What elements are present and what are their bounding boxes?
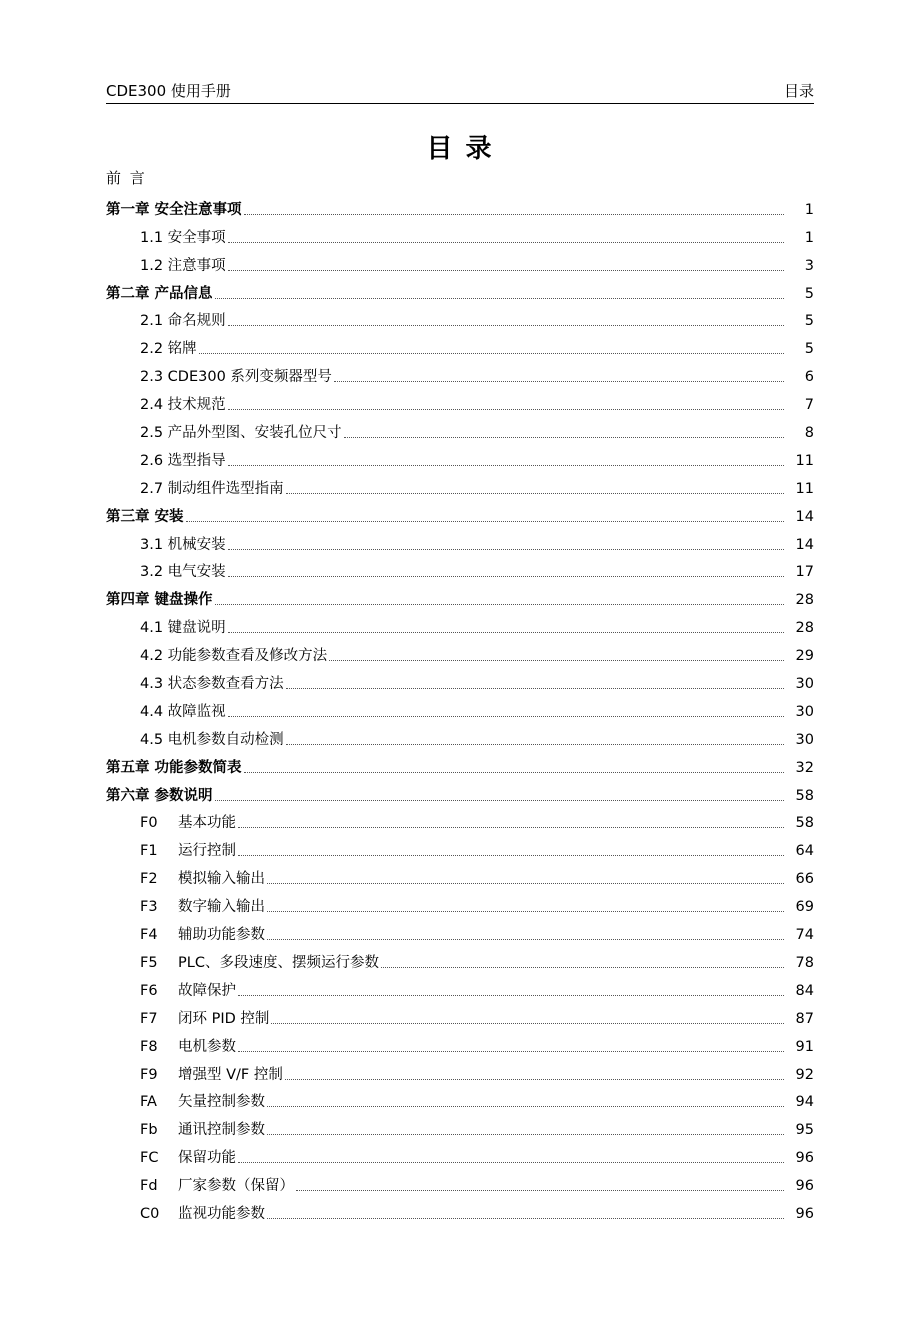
toc-section-entry[interactable]	[106, 973, 814, 1001]
toc-entry-title: PLC、多段速度、摆频运行参数	[178, 954, 379, 971]
toc-section-entry[interactable]	[106, 220, 814, 248]
toc-dot-leader	[215, 298, 784, 299]
toc-entry-code: F0	[140, 815, 158, 832]
toc-dot-leader	[244, 772, 784, 773]
toc-entry-label: 2.7 制动组件选型指南	[140, 480, 284, 497]
toc-entry-title: 故障保护	[178, 982, 236, 999]
toc-entry-label	[140, 1204, 265, 1224]
toc-page-number: 74	[795, 927, 814, 944]
toc-entry-label: 4.3 状态参数查看方法	[140, 676, 284, 693]
toc-section-entry[interactable]	[106, 1112, 814, 1140]
toc-entry-label: 4.5 电机参数自动检测	[140, 731, 284, 748]
toc-page-number: 66	[795, 871, 814, 888]
toc-entry-label: 4.2 功能参数查看及修改方法	[140, 648, 328, 665]
toc-entry-label	[140, 981, 236, 1001]
toc-chapter-entry[interactable]	[106, 582, 814, 610]
toc-section-entry[interactable]	[106, 555, 814, 583]
toc-page-number: 17	[795, 564, 814, 581]
toc-entry-code: F7	[140, 1010, 158, 1027]
toc-entry-label	[140, 1092, 265, 1112]
toc-entry-code: F2	[140, 871, 158, 888]
toc-section-entry[interactable]	[106, 638, 814, 666]
toc-chapter-entry[interactable]	[106, 192, 814, 220]
toc-entry-title: 增强型 V/F 控制	[178, 1066, 283, 1083]
toc-page-number: 78	[795, 954, 814, 971]
toc-page-number: 95	[795, 1122, 814, 1139]
toc-entry-label: 2.1 命名规则	[140, 313, 226, 330]
toc-entry-code: F8	[140, 1038, 158, 1055]
toc-preface: 前 言	[106, 169, 147, 187]
toc-entry-code: FC	[140, 1150, 159, 1167]
toc-chapter-entry[interactable]	[106, 276, 814, 304]
toc-entry-label: 第一章 安全注意事项	[106, 201, 242, 218]
toc-dot-leader	[228, 465, 784, 466]
toc-entry-label	[140, 953, 379, 973]
toc-section-entry[interactable]	[106, 331, 814, 359]
toc-dot-leader	[267, 1134, 784, 1135]
toc-entry-code: F9	[140, 1066, 158, 1083]
toc-page-number: 7	[804, 397, 814, 414]
toc-dot-leader	[228, 242, 784, 243]
toc-page-number: 69	[795, 899, 814, 916]
toc-section-entry[interactable]	[106, 1085, 814, 1113]
toc-entry-title: 监视功能参数	[178, 1205, 265, 1222]
toc-section-entry[interactable]	[106, 806, 814, 834]
toc-entry-title: 厂家参数（保留）	[178, 1178, 294, 1195]
toc-section-entry[interactable]	[106, 248, 814, 276]
toc-entry-label: 第五章 功能参数简表	[106, 759, 242, 776]
toc-page-number: 5	[804, 341, 814, 358]
toc-page-number: 87	[795, 1010, 814, 1027]
toc-entry-label: 1.1 安全事项	[140, 229, 226, 246]
header-manual-title: CDE300 使用手册	[106, 82, 231, 100]
toc-section-entry[interactable]	[106, 443, 814, 471]
toc-entry-title: 基本功能	[178, 815, 236, 832]
toc-section-entry[interactable]	[106, 1168, 814, 1196]
toc-entry-label	[140, 1176, 294, 1196]
toc-dot-leader	[238, 1162, 784, 1163]
toc-page-number: 28	[795, 620, 814, 637]
toc-page-number: 3	[804, 257, 814, 274]
toc-section-entry[interactable]	[106, 945, 814, 973]
toc-entry-label	[140, 925, 265, 945]
toc-entry-label	[140, 813, 236, 833]
toc-page-number: 8	[804, 425, 814, 442]
toc-section-entry[interactable]	[106, 304, 814, 332]
toc-page-number: 5	[804, 285, 814, 302]
toc-entry-label: 第六章 参数说明	[106, 787, 213, 804]
toc-section-entry[interactable]	[106, 471, 814, 499]
toc-entry-title: 辅助功能参数	[178, 927, 265, 944]
toc-dot-leader	[238, 1051, 784, 1052]
toc-dot-leader	[267, 1106, 784, 1107]
toc-entry-label: 3.2 电气安装	[140, 564, 226, 581]
toc-entry-label	[140, 1037, 236, 1057]
toc-dot-leader	[228, 632, 784, 633]
toc-dot-leader	[238, 855, 784, 856]
toc-entry-code: FA	[140, 1094, 157, 1111]
toc-page-number: 14	[795, 508, 814, 525]
toc-entry-label	[140, 1065, 283, 1085]
toc-entry-label: 第三章 安装	[106, 508, 184, 525]
toc-dot-leader	[228, 325, 784, 326]
toc-page-number: 58	[795, 815, 814, 832]
toc-dot-leader	[244, 214, 784, 215]
toc-page-number: 5	[804, 313, 814, 330]
toc-entry-label: 2.6 选型指导	[140, 452, 226, 469]
toc-section-entry[interactable]	[106, 833, 814, 861]
toc-entry-title: 模拟输入输出	[178, 871, 265, 888]
toc-page-number: 96	[795, 1205, 814, 1222]
toc-entry-label	[140, 1120, 265, 1140]
toc-dot-leader	[334, 381, 784, 382]
toc-dot-leader	[267, 939, 784, 940]
toc-page-number: 1	[804, 229, 814, 246]
toc-dot-leader	[286, 688, 784, 689]
toc-chapter-entry[interactable]	[106, 499, 814, 527]
toc-dot-leader	[267, 911, 784, 912]
toc-dot-leader	[286, 493, 784, 494]
toc-chapter-entry[interactable]	[106, 778, 814, 806]
toc-page-number: 64	[795, 843, 814, 860]
toc-page-number: 30	[795, 731, 814, 748]
toc-page-number: 91	[795, 1038, 814, 1055]
page-title: 目 录	[426, 134, 494, 164]
toc-entry-code: Fd	[140, 1178, 158, 1195]
toc-entry-label: 4.1 键盘说明	[140, 620, 226, 637]
toc-dot-leader	[381, 967, 784, 968]
toc-page-number: 84	[795, 982, 814, 999]
toc-dot-leader	[228, 270, 784, 271]
toc-dot-leader	[228, 409, 784, 410]
toc-page-number: 58	[795, 787, 814, 804]
toc-entry-title: 矢量控制参数	[178, 1094, 265, 1111]
toc-section-entry[interactable]	[106, 861, 814, 889]
toc-dot-leader	[215, 604, 784, 605]
toc-dot-leader	[238, 827, 784, 828]
toc-entry-label: 2.3 CDE300 系列变频器型号	[140, 369, 332, 386]
toc-page-number: 11	[795, 480, 814, 497]
toc-entry-code: Fb	[140, 1122, 158, 1139]
toc-dot-leader	[271, 1023, 784, 1024]
toc-dot-leader	[215, 800, 784, 801]
toc-entry-label	[140, 1009, 269, 1029]
toc-section-entry[interactable]	[106, 527, 814, 555]
toc-section-entry[interactable]	[106, 359, 814, 387]
toc-dot-leader	[228, 576, 784, 577]
toc-entry-title: 运行控制	[178, 843, 236, 860]
toc-chapter-entry[interactable]	[106, 750, 814, 778]
toc-entry-code: F4	[140, 927, 158, 944]
toc-dot-leader	[296, 1190, 784, 1191]
toc-dot-leader	[186, 521, 784, 522]
toc-section-entry[interactable]	[106, 387, 814, 415]
toc-entry-title: 电机参数	[178, 1038, 236, 1055]
toc-entry-label: 1.2 注意事项	[140, 257, 226, 274]
toc-page-number: 30	[795, 676, 814, 693]
toc-section-entry[interactable]	[106, 694, 814, 722]
toc-entry-label: 3.1 机械安装	[140, 536, 226, 553]
toc-page-number: 29	[795, 648, 814, 665]
toc-section-entry[interactable]	[106, 1196, 814, 1224]
page-header	[106, 78, 814, 104]
toc-entry-code: F5	[140, 954, 158, 971]
toc-entry-label	[140, 869, 265, 889]
toc-page-number: 94	[795, 1094, 814, 1111]
toc-entry-code: F3	[140, 899, 158, 916]
toc-entry-code: F6	[140, 982, 158, 999]
toc-entry-code: F1	[140, 843, 158, 860]
toc-page-number: 28	[795, 592, 814, 609]
toc-entry-label: 2.2 铭牌	[140, 341, 197, 358]
toc-dot-leader	[228, 549, 784, 550]
toc-section-entry[interactable]	[106, 415, 814, 443]
toc-section-entry[interactable]	[106, 666, 814, 694]
toc-dot-leader	[199, 353, 784, 354]
toc-dot-leader	[286, 744, 784, 745]
toc-entry-label	[140, 897, 265, 917]
toc-section-entry[interactable]	[106, 1057, 814, 1085]
toc-page-number: 11	[795, 452, 814, 469]
toc-entry-title: 闭环 PID 控制	[178, 1010, 270, 1027]
toc-section-entry[interactable]	[106, 917, 814, 945]
toc-entry-label	[140, 1148, 236, 1168]
toc-section-entry[interactable]	[106, 610, 814, 638]
toc-entry-label	[140, 841, 236, 861]
toc-section-entry[interactable]	[106, 889, 814, 917]
toc-dot-leader	[238, 995, 784, 996]
toc-section-entry[interactable]	[106, 722, 814, 750]
toc-dot-leader	[267, 883, 784, 884]
toc-page-number: 14	[795, 536, 814, 553]
toc-entry-title: 通讯控制参数	[178, 1122, 265, 1139]
toc-dot-leader	[344, 437, 784, 438]
toc-entry-code: C0	[140, 1205, 160, 1222]
toc-page-number: 6	[804, 369, 814, 386]
toc-dot-leader	[285, 1079, 784, 1080]
toc-entry-label: 4.4 故障监视	[140, 703, 226, 720]
toc-page-number: 96	[795, 1150, 814, 1167]
toc-page-number: 1	[804, 201, 814, 218]
toc-dot-leader	[228, 716, 784, 717]
toc-section-entry[interactable]	[106, 1140, 814, 1168]
header-section-name: 目录	[783, 82, 814, 100]
toc-page-number: 96	[795, 1178, 814, 1195]
toc-page-number: 30	[795, 703, 814, 720]
toc-entry-label: 第二章 产品信息	[106, 285, 213, 302]
toc-entry-title: 保留功能	[178, 1150, 236, 1167]
toc-entry-label: 2.4 技术规范	[140, 397, 226, 414]
toc-section-entry[interactable]	[106, 1001, 814, 1029]
toc-entry-label: 2.5 产品外型图、安装孔位尺寸	[140, 425, 342, 442]
toc-dot-leader	[329, 660, 784, 661]
table-of-contents	[106, 192, 814, 1224]
toc-entry-label: 第四章 键盘操作	[106, 592, 213, 609]
toc-page-number: 32	[795, 759, 814, 776]
toc-page-number: 92	[795, 1066, 814, 1083]
toc-dot-leader	[267, 1218, 784, 1219]
toc-entry-title: 数字输入输出	[178, 899, 265, 916]
toc-section-entry[interactable]	[106, 1029, 814, 1057]
